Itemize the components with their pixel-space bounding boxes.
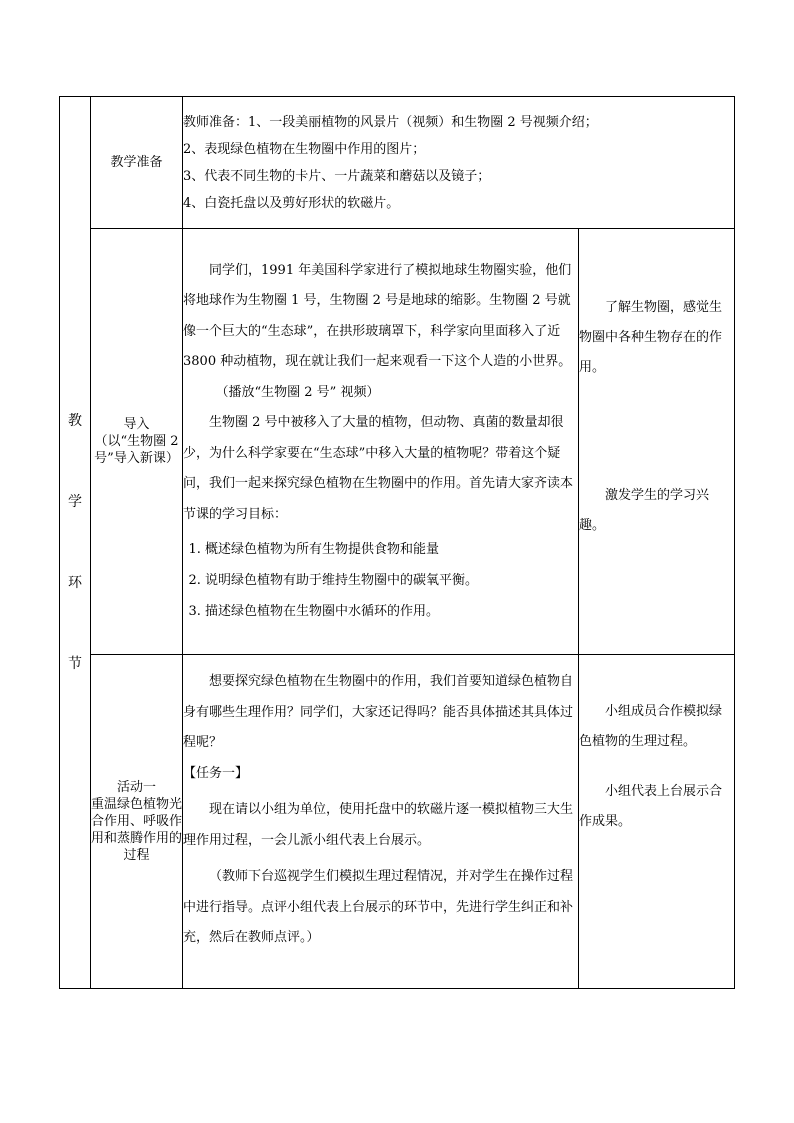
activity-label-text: 活动一 重温绿色植物光合作用、呼吸作用和蒸腾作用的过程 (91, 780, 183, 863)
activity-notes (579, 655, 735, 989)
activity-paragraph: 想要探究绿色植物在生物圈中的作用，我们首要知道绿色植物自身有哪些生理作用？同学们，大家还记得吗？能否具体描述其具体过程呢？ (183, 674, 574, 750)
intro-paragraph: 同学们，1991 年美国科学家进行了模拟地球生物圈实验，他们将地球作为生物圈 1 号，生物圈 2 号是地球的缩影。生物圈 2 号就像一个巨大的“生态球”，在拱形玻璃罩下，科学家向里面移入了近 3800 种动植物，现在就让我们一起来观看一下这个人造的小世界。 (183, 262, 572, 370)
task-heading: 【任务一】 (183, 765, 249, 781)
vertical-char: 学 (68, 494, 82, 510)
vertical-char: 环 (68, 575, 82, 591)
prep-line: 教师准备：1、一段美丽植物的风景片（视频）和生物圈 2 号视频介绍； (183, 114, 598, 130)
prep-row (60, 97, 735, 229)
prep-line: 2、表现绿色植物在生物圈中作用的图片； (183, 141, 426, 157)
activity-note: 小组代表上台展示合作成果。 (579, 784, 723, 829)
intro-label (91, 229, 183, 655)
activity-label (91, 655, 183, 989)
learning-goal: 1. 概述绿色植物为所有生物提供食物和能量 (205, 534, 578, 565)
prep-line: 3、代表不同生物的卡片、一片蔬菜和蘑菇以及镜子； (183, 168, 491, 184)
intro-content (183, 229, 579, 655)
section-vertical-label (60, 97, 91, 989)
intro-paragraph: 生物圈 2 号中被移入了大量的植物，但动物、真菌的数量却很少，为什么科学家要在“生态球”中移入大量的植物呢？带着这个疑问，我们一起来探究绿色植物在生物圈中的作用。首先请大家齐读本节课的学习目标： (183, 415, 574, 522)
prep-line: 4、白瓷托盘以及剪好形状的软磁片。 (183, 195, 400, 211)
prep-label: 教学准备 (91, 97, 183, 229)
intro-row (60, 229, 735, 655)
activity-content (183, 655, 579, 989)
learning-goal: 2. 说明绿色植物有助于维持生物圈中的碳氧平衡。 (205, 565, 578, 596)
intro-note: 了解生物圈，感觉生物圈中各种生物存在的作用。 (579, 300, 723, 375)
prep-content (183, 97, 735, 229)
vertical-char: 节 (68, 656, 82, 672)
intro-paragraph: （播放“生物圈 2 号” 视频） (215, 384, 380, 400)
activity-paragraph: （教师下台巡视学生们模拟生理过程情况，并对学生在操作过程中进行指导。点评小组代表上台展示的环节中，先进行学生纠正和补充，然后在教师点评。） (183, 869, 574, 945)
intro-label-text: 导入 （以“生物圈 2 号”导入新课） (94, 417, 179, 466)
vertical-char: 教 (68, 413, 82, 429)
learning-goal: 3. 描述绿色植物在生物圈中水循环的作用。 (205, 596, 578, 627)
activity-row (60, 655, 735, 989)
lesson-plan-table (59, 96, 735, 989)
intro-note: 激发学生的学习兴趣。 (579, 488, 710, 533)
learning-goals-list (183, 534, 578, 627)
activity-paragraph: 现在请以小组为单位，使用托盘中的软磁片逐一模拟植物三大生理作用过程，一会儿派小组代表上台展示。 (183, 802, 574, 848)
intro-notes (579, 229, 735, 655)
activity-note: 小组成员合作模拟绿色植物的生理过程。 (579, 704, 723, 749)
